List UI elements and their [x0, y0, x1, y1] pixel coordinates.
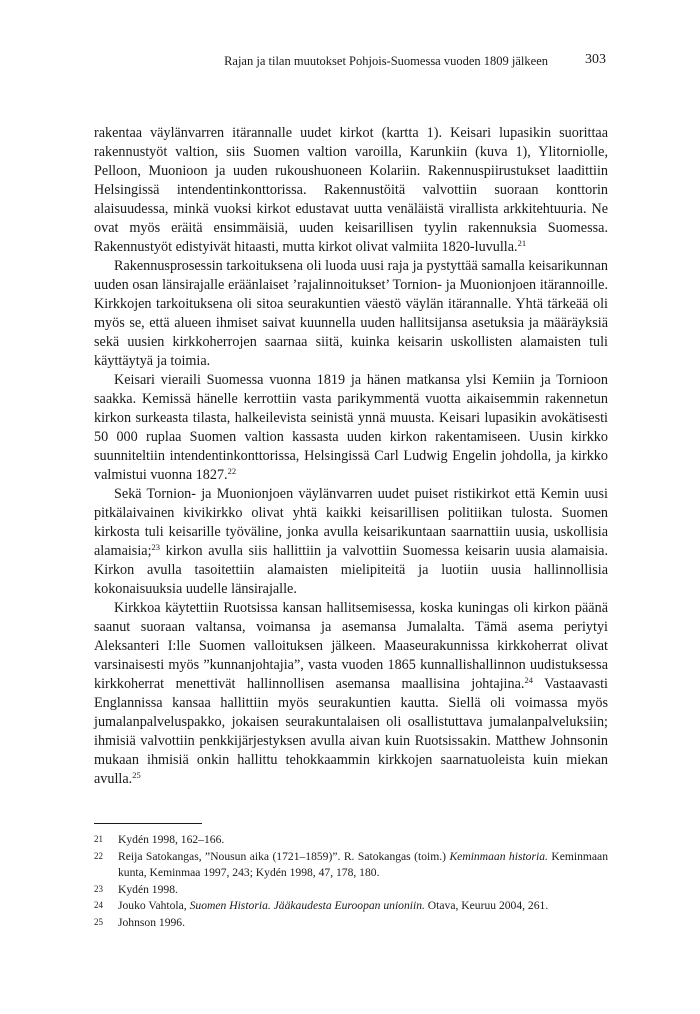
footnotes — [94, 832, 608, 931]
footnote-ref: 21 — [517, 238, 527, 248]
footnote-text — [118, 915, 608, 932]
footnote-ref: 24 — [524, 675, 533, 685]
paragraph-text: Keisari vieraili Suomessa vuonna 1819 ja hänen matkansa ylsi Kemiin ja Tornioon saakka. Kemissä hänelle kerrottiin vasta parikymmentä vuotta aikaisemmin rakennetun kirkon surkeasta tilasta, halkeilevista seinistä ynnä muusta. Keisari lupasikin avokätisesti 50 000 ruplaa Suomen valtion kassasta uuden kirkon rakentamiseen. Uusin kirkko suunniteltiin intendentinkonttorissa, Helsingissä Carl Ludwig Engelin johdolla, ja kirkko valmistui vuonna 1827. — [94, 372, 608, 483]
footnote-text-part: Johnson 1996. — [118, 915, 185, 929]
footnote — [94, 882, 608, 899]
paragraph — [94, 124, 608, 257]
footnote-text — [118, 832, 608, 849]
footnote-text-part: Otava, Keuruu 2004, 261. — [424, 899, 549, 912]
paragraph-text: kirkon avulla siis hallittiin ja valvottiin Suomessa keisarin uusia alamaisia. Kirkon avulla tasoitettiin alamaisten mielipiteitä ja luotiin uusia hallinnollisia kokonaisuuksia uudelle länsirajalle. — [94, 543, 608, 597]
footnote-italic-title: Keminmaan historia. — [449, 849, 548, 863]
paragraph — [94, 257, 608, 371]
paragraph — [94, 371, 608, 485]
paragraph-text: Vastaavasti Englannissa kansaa hallittiin myös seurakuntien kautta. Siellä oli voimassa myös jumalanpalveluspakko, jokaisen seurakuntalaisen oli osallistuttava jumalanpalveluksiin; ihmisiä valvottiin penkkijärjestyksen avulla aivan kuin Ruotsissakin. Matthew Johnsonin mukaan ihmisiä onkin hallittu tehokkaammin kirkkojen saarnatuoleista kuin miekan avulla. — [94, 676, 608, 787]
footnote-text-part: Kydén 1998, 162–166. — [118, 833, 225, 846]
footnote-text-part: Jouko Vahtola, — [118, 899, 190, 912]
footnote-text — [118, 898, 608, 915]
paragraph-text: Sekä Tornion- ja Muonionjoen väylänvarren uudet puiset ristikirkot että Kemin uusi pitkälaivainen kivikirkko olivat yhtä kaikki keisarillisen politiikan tulosta. Suomen kirkosta tuli keisarille työväline, jonka avulla keisarikuntaan saarnattiin uusia, uskollisia alamaisia; — [94, 486, 608, 559]
footnote — [94, 898, 608, 915]
paragraph-text: Kirkkoa käytettiin Ruotsissa kansan hallitsemisessa, koska kuningas oli kirkon päänä saanut suoraan valtansa, voimansa ja asemansa Jumalalta. Tämä asema periytyi Aleksanteri I:lle Suomen valloituksen jälkeen. Maaseurakunnissa kirkkoherrat olivat varsinaisesti myös ”kunnanjohtajia”, vasta vuoden 1865 kunnallishallinnon uudistuksessa kirkkoherrat menettivät hallinnollisen asemansa maallisina johtajina. — [94, 600, 608, 692]
footnote-text-part: Keminmaan kunta, Keminmaa 1997, 243; Kydén 1998, 47, 178, 180. — [118, 849, 609, 879]
footnote-text-part: Reija Satokangas, ”Nousun aika (1721–1859)”. R. Satokangas (toim.) — [118, 849, 450, 863]
paragraph — [94, 599, 608, 789]
footnote — [94, 832, 608, 849]
paragraph-text: Rakennusprosessin tarkoituksena oli luoda uusi raja ja pystyttää samalla keisarikunnan uuden osan länsirajalle eräänlaiset ’rajalinnoitukset’ Tornion- ja Muonionjoen itärannoille. Kirkkojen tarkoituksena oli sitoa seurakuntien väestö väylän itärannalle. Yhtä tärkeää oli myös se, että alueen ihmiset saivat kuunnella uuden hallitsijansa asetuksia ja määräyksiä sekä uusien kirkkoherrojen saarnaa siitä, kuinka keisarin uskollisten alamaisten tuli käyttäytyä ja toimia. — [94, 258, 608, 369]
running-title: Rajan ja tilan muutokset Pohjois-Suomessa vuoden 1809 jälkeen — [224, 54, 548, 68]
footnote-ref: 22 — [227, 466, 237, 476]
footnote-separator — [94, 823, 202, 824]
footnote — [94, 849, 608, 882]
footnote-text — [118, 882, 608, 899]
paragraph-text: rakentaa väylänvarren itärannalle uudet kirkot (kartta 1). Keisari lupasikin suorittaa rakennustyöt valtion, siis Suomen valtion varoilla, Karunkiin (kuva 1), Ylitorniolle, Pelloon, Muonioon ja uuden rukoushuoneen Kolariin. Rakennuspiirustukset laadittiin Helsingissä intendentinkonttorissa. Rakennustöitä valvottiin suoraan konttorin alaisuudessa, minkä vuoksi kirkot edustavat uutta venäläistä virallista arkkitehtuuria. Ne ovat myös eräitä ensimmäisiä, uuden keisarillisen tyylin rakennuksia Suomessa. Rakennustyöt edistyivät hitaasti, mutta kirkot olivat valmiita 1820-luvulla. — [94, 125, 608, 255]
body-text — [94, 124, 608, 789]
footnote-number: 22 — [94, 850, 103, 861]
footnote-number: 23 — [94, 883, 103, 894]
footnote-italic-title: Suomen Historia. Jääkaudesta Euroopan unioniin. — [189, 899, 425, 912]
footnote-number: 25 — [94, 916, 103, 927]
footnote — [94, 915, 608, 932]
footnote-number: 24 — [94, 900, 103, 910]
footnote-ref: 23 — [151, 542, 161, 552]
page-number: 303 — [585, 52, 606, 67]
paragraph — [94, 485, 608, 599]
footnote-text-part: Kydén 1998. — [118, 882, 178, 896]
running-header — [96, 52, 606, 72]
footnote-number: 21 — [94, 834, 103, 844]
footnote-text — [118, 849, 608, 882]
footnote-ref: 25 — [132, 770, 141, 780]
